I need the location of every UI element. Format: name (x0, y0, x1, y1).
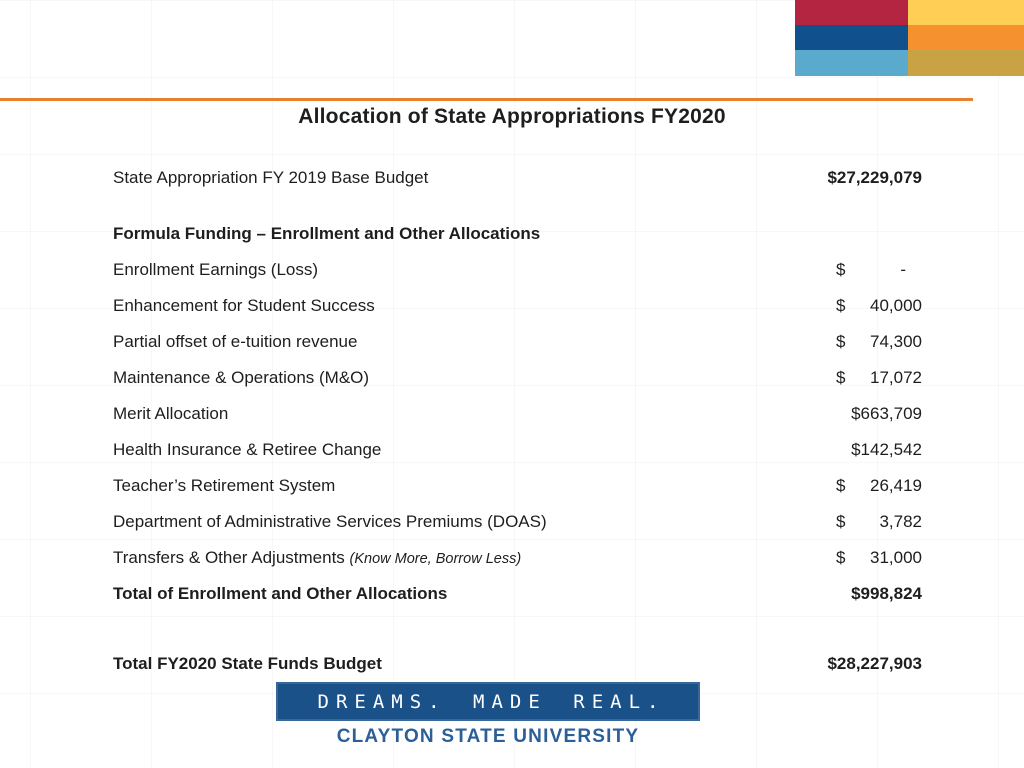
table-row-student-success (0, 288, 1024, 324)
amount-value: - (900, 260, 906, 279)
row-label (113, 224, 540, 244)
row-amount (836, 260, 922, 280)
row-label-text: Enhancement for Student Success (113, 296, 375, 315)
table-row-total-fy2020 (0, 646, 1024, 682)
banner-text: DREAMS. MADE REAL. (317, 690, 666, 713)
row-label (113, 512, 547, 532)
amount-value: 27,229,079 (836, 168, 922, 187)
row-amount (827, 168, 922, 188)
amount-value: 28,227,903 (836, 654, 922, 673)
row-label-note: (Know More, Borrow Less) (349, 551, 522, 567)
table-row-total-enrollment (0, 576, 1024, 612)
amount-value: 17,072 (870, 368, 922, 387)
row-label (113, 260, 318, 280)
row-amount (851, 440, 922, 460)
row-label (113, 296, 375, 316)
row-label-text: Transfers & Other Adjustments (113, 548, 350, 567)
page-title: Allocation of State Appropriations FY2020 (298, 105, 726, 128)
table-row-merit-allocation (0, 396, 1024, 432)
row-label-text: Department of Administrative Services Premiums (DOAS) (113, 512, 547, 531)
row-amount (836, 332, 922, 352)
amount-value: 142,542 (860, 440, 922, 459)
brand-block-yellow (908, 0, 1024, 25)
currency-symbol: $ (836, 368, 846, 387)
table-row-health-insurance (0, 432, 1024, 468)
dreams-made-real-banner (276, 682, 700, 721)
table-row-etuition-offset (0, 324, 1024, 360)
row-label (113, 584, 447, 604)
row-label (113, 332, 357, 352)
table-row-maintenance-operations (0, 360, 1024, 396)
row-label-text: Total FY2020 State Funds Budget (113, 654, 382, 673)
table-row-section-header (0, 216, 1024, 252)
row-amount (836, 548, 922, 568)
amount-value: 663,709 (860, 404, 922, 423)
currency-symbol: $ (827, 654, 837, 673)
amount-value: 26,419 (870, 476, 922, 495)
brand-color-grid (795, 0, 1024, 76)
currency-symbol: $ (836, 332, 846, 351)
row-label-text: State Appropriation FY 2019 Base Budget (113, 168, 429, 187)
currency-symbol: $ (851, 440, 861, 459)
brand-block-gold (908, 50, 1024, 76)
row-label-text: Maintenance & Operations (M&O) (113, 368, 370, 387)
row-label-text: Enrollment Earnings (Loss) (113, 260, 319, 279)
row-amount (851, 404, 922, 424)
row-label-text: Health Insurance & Retiree Change (113, 440, 382, 459)
row-label-text: Merit Allocation (113, 404, 229, 423)
row-label-text: Teacher’s Retirement System (113, 476, 336, 495)
accent-rule (0, 98, 973, 101)
row-amount (827, 654, 922, 674)
row-label (113, 440, 381, 460)
row-label (113, 404, 228, 424)
currency-symbol: $ (851, 404, 861, 423)
amount-value: 998,824 (860, 584, 922, 603)
amount-value: 74,300 (870, 332, 922, 351)
currency-symbol: $ (827, 168, 837, 187)
row-label (113, 168, 428, 188)
brand-block-light-blue (795, 50, 908, 76)
table-row-base-budget (0, 160, 1024, 196)
brand-block-red (795, 0, 908, 25)
row-amount (836, 368, 922, 388)
amount-value: 31,000 (870, 548, 922, 567)
row-amount (836, 296, 922, 316)
brand-block-navy (795, 25, 908, 50)
row-label-text: Total of Enrollment and Other Allocations (113, 584, 448, 603)
currency-symbol: $ (851, 584, 861, 603)
amount-value: 40,000 (870, 296, 922, 315)
budget-table (0, 160, 1024, 682)
row-label (113, 476, 335, 496)
row-label (113, 368, 369, 388)
table-row-doas-premiums (0, 504, 1024, 540)
table-row-transfers-adjustments (0, 540, 1024, 576)
row-label-text: Formula Funding – Enrollment and Other Allocations (113, 224, 541, 243)
row-amount (836, 512, 922, 532)
amount-value: 3,782 (879, 512, 922, 531)
row-label (113, 548, 521, 568)
currency-symbol: $ (836, 476, 846, 495)
currency-symbol: $ (836, 512, 846, 531)
row-label-text: Partial offset of e-tuition revenue (113, 332, 358, 351)
table-row-enrollment-earnings (0, 252, 1024, 288)
currency-symbol: $ (836, 548, 846, 567)
currency-symbol: $ (836, 260, 846, 279)
row-amount (836, 476, 922, 496)
currency-symbol: $ (836, 296, 846, 315)
row-amount (851, 584, 922, 604)
table-row-teachers-retirement (0, 468, 1024, 504)
brand-block-orange (908, 25, 1024, 50)
university-name: CLAYTON STATE UNIVERSITY (336, 726, 640, 747)
row-label (113, 654, 382, 674)
